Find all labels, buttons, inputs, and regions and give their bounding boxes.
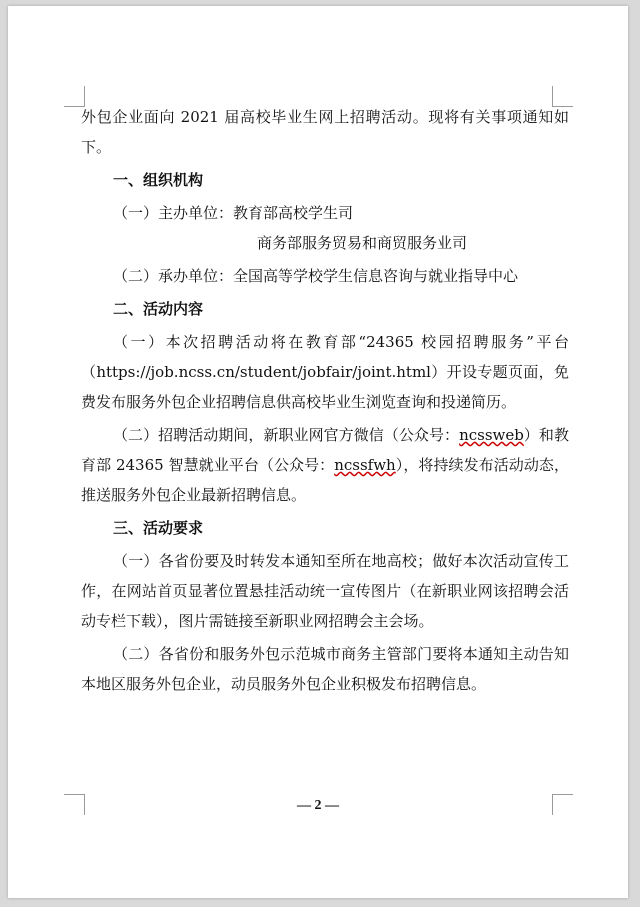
wechat-text-1: （二）招聘活动期间，新职业网官方微信（公众号： [113, 426, 460, 444]
paragraph-host-unit-2: 商务部服务贸易和商贸服务业司 [257, 234, 468, 252]
wechat-account-ncssfwh: ncssfwh [334, 456, 396, 474]
wechat-account-ncssweb: ncssweb [459, 426, 524, 444]
paragraph-intro: 外包企业面向 2021 届高校毕业生网上招聘活动。现将有关事项通知如下。 [81, 108, 569, 156]
heading-activity-content: 二、活动内容 [113, 300, 204, 318]
paragraph-requirement-1: （一）各省份要及时转发本通知至所在地高校；做好本次活动宣传工作，在网站首页显著位置悬挂活动统一宣传图片（在新职业网该招聘会活动专栏下载），图片需链接至新职业网招聘会主会场。 [81, 552, 569, 630]
paragraph-requirement-2: （二）各省份和服务外包示范城市商务主管部门要将本通知主动告知本地区服务外包企业，动员服务外包企业积极发布招聘信息。 [81, 645, 569, 693]
document-body [81, 102, 569, 699]
paragraph-organizer-unit: （二）承办单位：全国高等学校学生信息咨询与就业指导中心 [113, 267, 519, 285]
heading-organization: 一、组织机构 [113, 171, 204, 189]
paragraph-activity-platform: （一）本次招聘活动将在教育部“24365 校园招聘服务”平台（https://job.ncss.cn/student/jobfair/joint.html）开设专题页面，免费发布服务外包企业招聘信息供高校毕业生浏览查询和投递简历。 [81, 333, 569, 411]
heading-activity-requirements: 三、活动要求 [113, 519, 204, 537]
paragraph-activity-wechat [81, 420, 569, 510]
paragraph-host-unit: （一）主办单位：教育部高校学生司 [113, 204, 354, 222]
wechat-text-2: ）和教育部 24365 智慧就业平台（公众号： [81, 426, 569, 474]
page-number: — 2 — [297, 798, 339, 813]
document-page [8, 6, 628, 898]
wechat-text-3: ），将持续发布活动动态，推送服务外包企业最新招聘信息。 [81, 456, 569, 504]
